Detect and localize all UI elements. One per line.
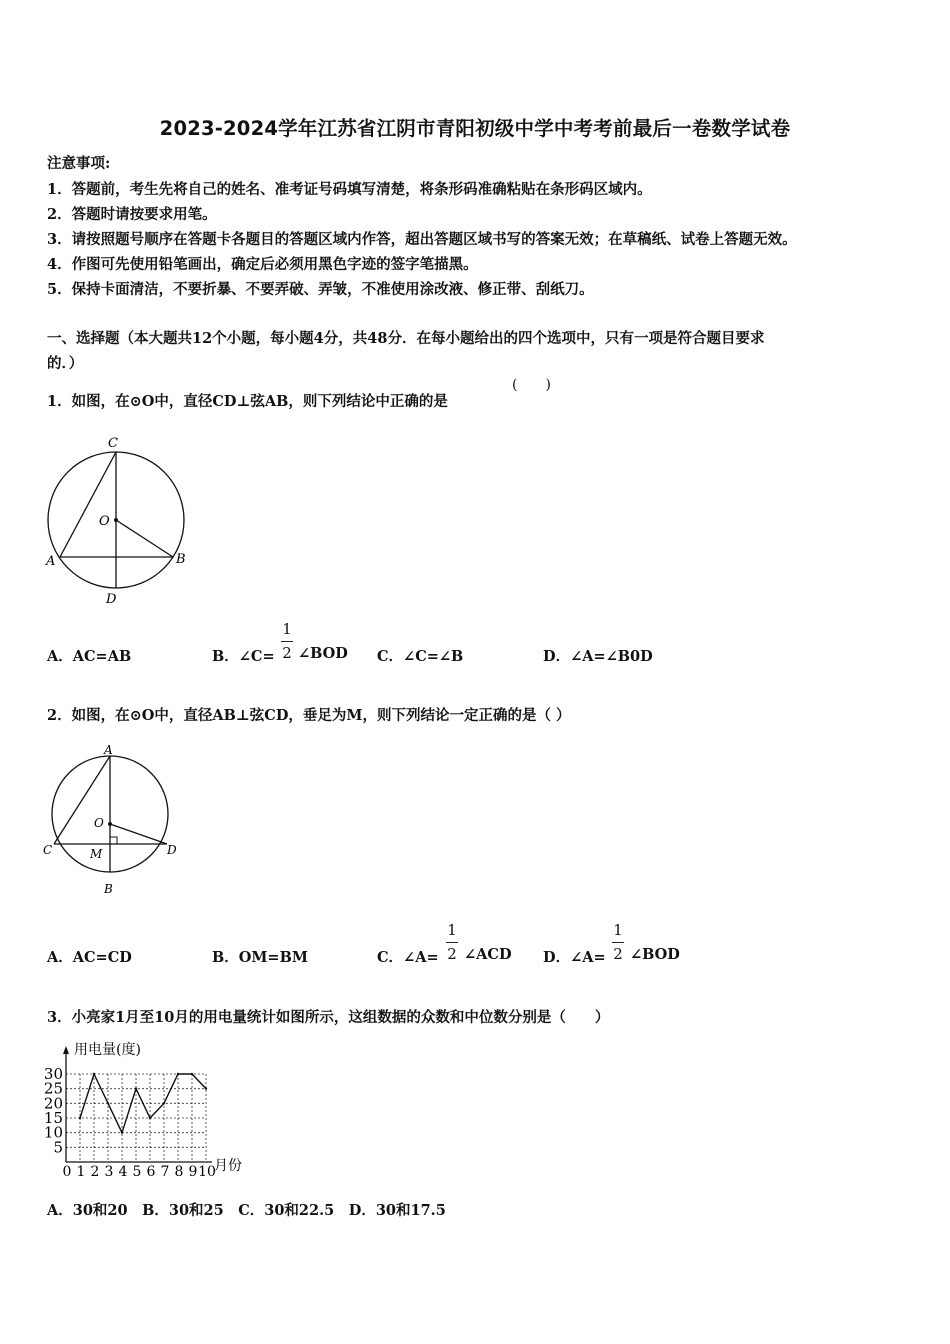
chart-x-tick-label-6: 6: [146, 1164, 156, 1180]
chart-x-tick-label-1: 1: [76, 1164, 86, 1180]
section-heading-line1: 一、选择题（本大题共12个小题，每小题4分，共48分．在每小题给出的四个选项中，只有一项是符合题目要求: [47, 330, 765, 347]
q1-option-b-fraction-bar: [281, 641, 293, 642]
chart-y-tick-label-1: 10: [44, 1123, 63, 1142]
chart-point-month-3: [107, 1102, 109, 1104]
q2-label-d: D: [167, 843, 177, 857]
q2-option-a: A．AC=CD: [47, 949, 132, 966]
q1-label-d: D: [106, 592, 117, 607]
q2-option-d-post: ∠BOD: [630, 946, 680, 963]
q1-label-c: C: [108, 436, 118, 451]
chart-x-tick-label-8: 8: [174, 1164, 184, 1180]
chart-point-month-6: [149, 1117, 151, 1119]
q1-option-b-pre: B．∠C=: [212, 648, 275, 665]
notes-heading: 注意事项:: [47, 155, 111, 172]
chart-y-tick-label-4: 25: [44, 1079, 63, 1098]
q3-text: 3．小亮家1月至10月的用电量统计如图所示，这组数据的众数和中位数分别是（ ）: [47, 1009, 610, 1026]
q2-circle-figure: [38, 742, 188, 902]
note-item-1: 1．答题前，考生先将自己的姓名、准考证号码填写清楚，将条形码准确粘贴在条形码区域内。: [47, 181, 652, 198]
q1-label-a: A: [46, 554, 56, 569]
chart-x-tick-label-0: 0: [62, 1164, 72, 1180]
chart-x-tick-label-9: 9: [188, 1164, 198, 1180]
note-item-4: 4．作图可先使用铅笔画出，确定后必须用黑色字迹的签字笔描黑。: [47, 256, 478, 273]
q2-center-dot: [108, 822, 112, 826]
q2-option-c-pre: C．∠A=: [377, 949, 439, 966]
q2-label-m: M: [90, 847, 103, 861]
chart-x-tick-label-7: 7: [160, 1164, 170, 1180]
section-heading-line2: 的．）: [47, 355, 84, 372]
chart-point-month-10: [205, 1087, 207, 1089]
page-title: 2023-2024学年江苏省江阴市青阳初级中学中考考前最后一卷数学试卷: [159, 117, 791, 140]
q2-option-d-pre: D．∠A=: [543, 949, 606, 966]
chart-y-tick-label-5: 30: [44, 1065, 63, 1083]
q1-option-b-denominator: 2: [282, 644, 292, 662]
q1-option-d: D．∠A=∠B0D: [543, 648, 653, 665]
q1-label-o: O: [99, 514, 110, 529]
q2-option-d-fraction-bar: [612, 942, 624, 943]
q2-text: 2．如图，在⊙O中，直径AB⊥弦CD，垂足为M，则下列结论一定正确的是（ ）: [47, 707, 571, 724]
chart-point-month-9: [191, 1073, 193, 1075]
q2-label-b: B: [104, 882, 113, 896]
chart-x-tick-label-10: 10: [198, 1164, 216, 1180]
chart-y-tick-label-3: 20: [44, 1094, 63, 1113]
note-item-5: 5．保持卡面清洁，不要折暴、不要弄破、弄皱，不准使用涂改液、修正带、刮纸刀。: [47, 281, 594, 298]
q1-paren: ( ): [512, 377, 551, 393]
q2-option-c-fraction-bar: [446, 942, 458, 943]
note-item-3: 3．请按照题号顺序在答题卡各题目的答题区域内作答，超出答题区域书写的答案无效；在草稿纸、试卷上答题无效。: [47, 231, 797, 248]
q2-option-c-numerator: 1: [447, 921, 457, 939]
q1-center-dot: [114, 518, 118, 522]
q3-options: A．30和20 B．30和25 C．30和22.5 D．30和17.5: [47, 1202, 446, 1219]
note-item-2: 2．答题时请按要求用笔。: [47, 206, 217, 223]
chart-x-label: 月份: [214, 1158, 242, 1174]
chart-point-month-4: [121, 1131, 123, 1133]
q3-line-chart: [44, 1038, 259, 1180]
q2-label-a: A: [104, 743, 113, 757]
chart-point-month-8: [177, 1073, 179, 1075]
chart-point-month-1: [79, 1117, 81, 1119]
q1-label-b: B: [176, 552, 186, 567]
chart-y-axis-arrow: [63, 1046, 69, 1054]
q2-option-b: B．OM=BM: [212, 949, 308, 966]
chart-point-month-5: [135, 1087, 137, 1089]
q2-segment-ac: [54, 756, 110, 844]
q2-label-c: C: [43, 843, 53, 857]
chart-x-tick-label-5: 5: [132, 1164, 142, 1180]
q2-option-d-numerator: 1: [613, 921, 623, 939]
chart-y-tick-label-2: 15: [44, 1109, 63, 1127]
chart-x-tick-label-3: 3: [104, 1164, 114, 1180]
chart-x-tick-label-2: 2: [90, 1164, 100, 1180]
q2-segment-od: [110, 824, 167, 844]
q1-option-b-numerator: 1: [282, 620, 292, 638]
chart-x-tick-label-4: 4: [118, 1164, 128, 1180]
chart-y-label: 用电量(度): [74, 1042, 141, 1058]
q1-option-b-post: ∠BOD: [298, 645, 348, 662]
chart-y-tick-label-0: 5: [53, 1138, 63, 1157]
q1-option-a: A．AC=AB: [47, 648, 132, 665]
chart-point-month-7: [163, 1102, 165, 1104]
q2-label-o: O: [94, 816, 104, 830]
q2-option-d-denominator: 2: [613, 945, 623, 963]
q1-segment-ac: [60, 452, 116, 557]
q1-segment-ob: [116, 520, 173, 557]
q2-right-angle-mark: [110, 837, 117, 844]
q1-option-c: C．∠C=∠B: [377, 648, 464, 665]
q2-option-c-denominator: 2: [447, 945, 457, 963]
chart-point-month-2: [93, 1073, 95, 1075]
q1-circle-figure: [38, 428, 198, 608]
q2-option-c-post: ∠ACD: [464, 946, 512, 963]
q1-text: 1．如图，在⊙O中，直径CD⊥弦AB，则下列结论中正确的是: [47, 393, 448, 410]
